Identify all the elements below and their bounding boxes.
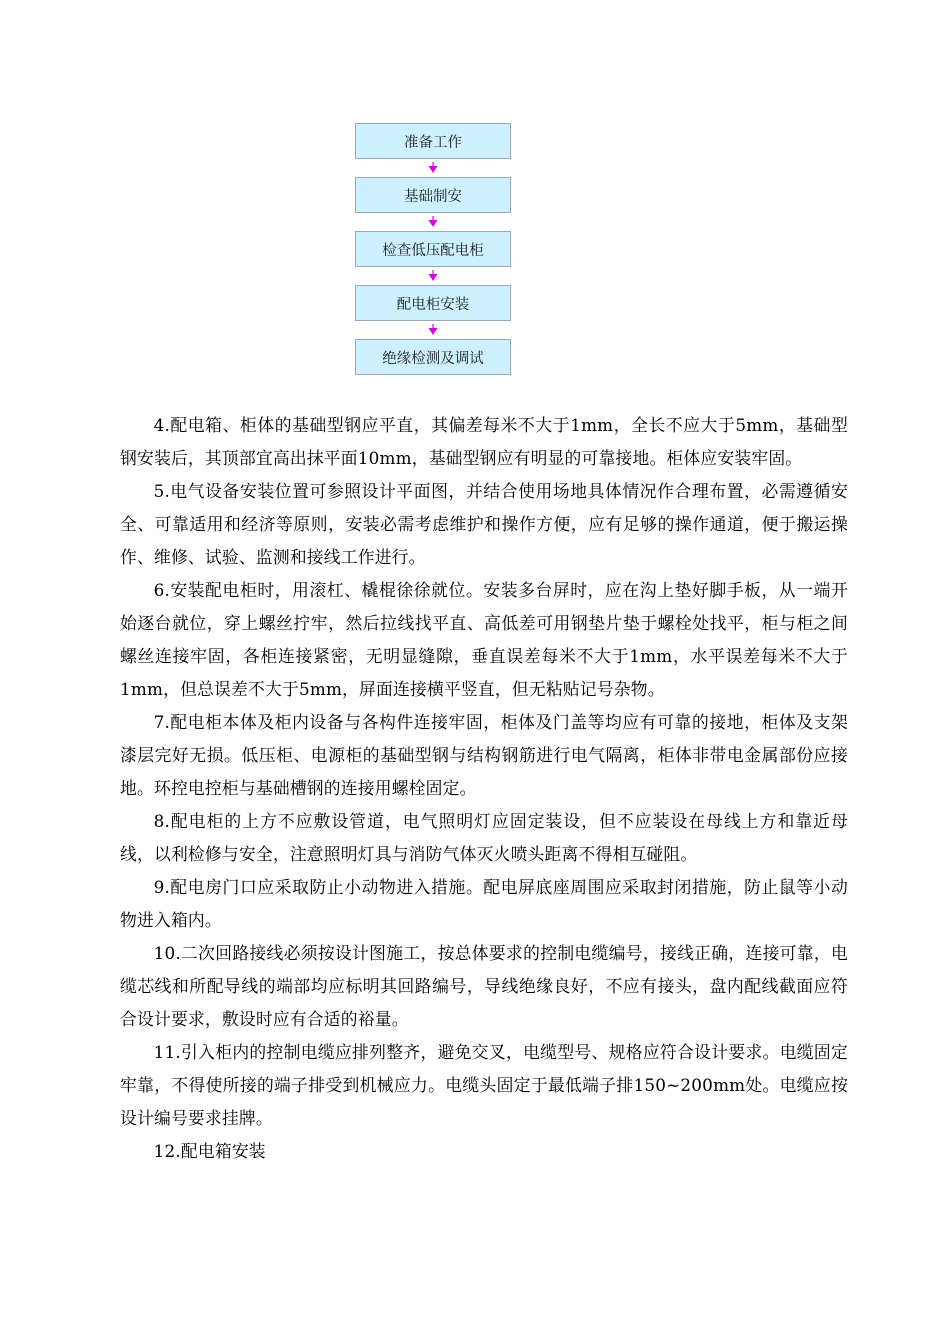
paragraph-6: 6.安装配电柜时，用滚杠、橇棍徐徐就位。安装多台屏时，应在沟上垫好脚手板，从一端开始逐台就位，穿上螺丝拧牢，然后拉线找平直、高低差可用钢垫片垫于螺栓处找平，柜与柜之间螺丝连接牢固，各柜连接紧密，无明显缝隙，垂直误差每米不大于1mm，水平误差每米不大于1mm，但总误差不大于5mm，屏面连接横平竖直，但无粘贴记号杂物。	[120, 580, 848, 699]
flowchart	[355, 123, 511, 375]
flow-step-prepare: 准备工作	[355, 123, 511, 159]
flow-step-foundation: 基础制安	[355, 177, 511, 213]
paragraph-7: 7.配电柜本体及柜内设备与各构件连接牢固，柜体及门盖等均应有可靠的接地，柜体及支架漆层完好无损。低压柜、电源柜的基础型钢与结构钢筋进行电气隔离，柜体非带电金属部份应接地。环控电控柜与基础槽钢的连接用螺栓固定。	[120, 712, 848, 798]
arrow-down-icon	[355, 321, 511, 339]
paragraph-11: 11.引入柜内的控制电缆应排列整齐，避免交叉，电缆型号、规格应符合设计要求。电缆固定牢靠，不得使所接的端子排受到机械应力。电缆头固定于最低端子排150~200mm处。电缆应按设计编号要求挂牌。	[120, 1042, 848, 1128]
arrow-down-icon	[355, 267, 511, 285]
paragraph-8: 8.配电柜的上方不应敷设管道，电气照明灯应固定装设，但不应装设在母线上方和靠近母线，以利检修与安全，注意照明灯具与消防气体灭火喷头距离不得相互碰阻。	[120, 811, 848, 864]
flow-step-inspect: 检查低压配电柜	[355, 231, 511, 267]
paragraph-5: 5.电气设备安装位置可参照设计平面图，并结合使用场地具体情况作合理布置，必需遵循安全、可靠适用和经济等原则，安装必需考虑维护和操作方便，应有足够的操作通道，便于搬运操作、维修、试验、监测和接线工作进行。	[120, 481, 848, 567]
paragraph-4: 4.配电箱、柜体的基础型钢应平直，其偏差每米不大于1mm，全长不应大于5mm，基础型钢安装后，其顶部宜高出抹平面10mm，基础型钢应有明显的可靠接地。柜体应安装牢固。	[120, 415, 848, 468]
paragraph-9: 9.配电房门口应采取防止小动物进入措施。配电屏底座周围应采取封闭措施，防止鼠等小动物进入箱内。	[120, 877, 848, 930]
arrow-down-icon	[355, 159, 511, 177]
arrow-down-icon	[355, 213, 511, 231]
flow-step-test: 绝缘检测及调试	[355, 339, 511, 375]
paragraph-12: 12.配电箱安装	[153, 1141, 266, 1161]
document-body	[120, 409, 848, 1168]
flow-step-install: 配电柜安装	[355, 285, 511, 321]
paragraph-10: 10.二次回路接线必须按设计图施工，按总体要求的控制电缆编号，接线正确，连接可靠，电缆芯线和所配导线的端部均应标明其回路编号，导线绝缘良好，不应有接头，盘内配线截面应符合设计要求，敷设时应有合适的裕量。	[120, 943, 848, 1029]
